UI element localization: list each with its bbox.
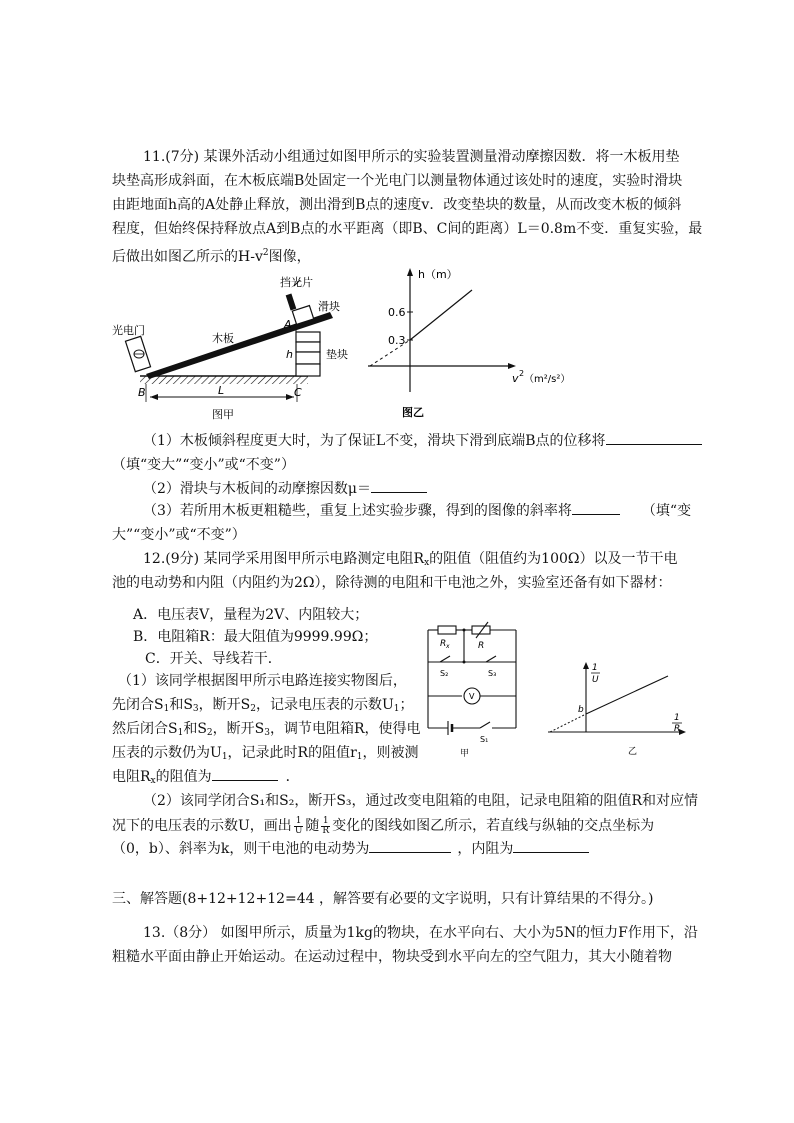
circuit-caption: 甲: [460, 749, 470, 759]
svg-text:x: x: [446, 643, 450, 650]
block-stack: [296, 332, 320, 342]
graph-x-num: 1: [674, 713, 680, 723]
q12-s1-line5: 电阻$R_x$的阻值为 ．: [112, 766, 300, 792]
answer-blank-12-1[interactable]: [212, 766, 278, 781]
circuit-label-s2: S₂: [440, 669, 449, 678]
section-3-heading: 三、解答题(8+12+12+12=44 ，解答要有必要的文字说明，只有计算结果的不得分。): [112, 891, 654, 907]
q12-s1-line1: （1）该同学根据图甲所示电路连接实物图后，: [118, 673, 407, 689]
label-C: C: [294, 386, 302, 399]
q11-sub1-line2: （填“变大”“变小”或“不变”）: [112, 457, 295, 473]
graph-y-num: 1: [592, 663, 598, 673]
circuit-label-s1: S₁: [480, 735, 489, 744]
fraction-1-over-r: $\frac{1}{R}$: [322, 815, 330, 836]
q11-line-4: 程度，但始终保持释放点A到B点的水平距离（即B、C间的距离）L＝0.8m不变．重复实验，最: [112, 221, 703, 237]
answer-blank-11-2[interactable]: [371, 478, 427, 493]
label-blocks: 垫块: [326, 348, 348, 361]
q12-s2-line1: （2）该同学闭合S₁和S₂，断开S₃，通过改变电阻箱的电阻，记录电阻箱的阻值R和对应情: [143, 793, 699, 809]
q11-sub3-line1: （3）若所用木板更粗糙些，重复上述实验步骤，得到的图像的斜率将 （填“变: [143, 500, 691, 522]
graph-y-label: h（m）: [418, 268, 458, 281]
graph-caption: 乙: [628, 747, 638, 757]
graph-b-label: b: [578, 705, 584, 715]
answer-blank-12-3[interactable]: [513, 838, 589, 853]
q12-item-c: C．开关、导线若干．: [145, 651, 282, 667]
switch-s1: [480, 722, 490, 728]
ground-hatch: [140, 376, 308, 384]
q12-s1-line2: 先闭合$S_1$和$S_3$，断开$S_2$，记录电压表的示数$U_1$；: [112, 697, 414, 714]
graph-tick-06-label: 0.6: [388, 306, 406, 319]
label-shading-plate: 挡光片: [280, 276, 313, 289]
answer-blank-11-3[interactable]: [572, 500, 620, 515]
q12-line-2: 池的电动势和内阻（内阻约为2Ω），除待测的电阻和干电池之外，实验室还备有如下器材：: [112, 575, 672, 591]
q11-sub1-line1: （1）木板倾斜程度更大时，为了保证L不变，滑块下滑到底端B点的位移将: [143, 430, 702, 452]
resistor-box-r: [472, 626, 490, 634]
graph-dashed-extension: [550, 714, 586, 732]
answer-blank-12-2[interactable]: [369, 838, 451, 853]
q12-s2-line3: （0，b）、斜率为k，则干电池的电动势为 ，内阻为: [112, 838, 589, 860]
caption-fig-a: 图甲: [212, 408, 234, 421]
label-h: h: [286, 348, 293, 361]
q12-item-a: A．电压表V，量程为2V、内阻较大；: [133, 607, 369, 623]
label-photogate: 光电门: [112, 324, 145, 337]
q13-line-1: 13.（8分） 如图甲所示，质量为1kg的物块，在水平向右、大小为5N的恒力F作用下，沿: [143, 925, 698, 941]
circuit-label-v: V: [469, 692, 475, 701]
answer-blank-11-1[interactable]: [606, 430, 702, 445]
label-slider: 滑块: [318, 300, 340, 313]
fraction-1-over-u: $\frac{1}{U}$: [294, 815, 303, 836]
figure-inverse-graph: [542, 660, 692, 758]
label-L: L: [218, 384, 225, 397]
q12-s1-line4: 压表的示数仍为$U_1$，记录此时R的阻值$r_1$，则被测: [112, 745, 419, 762]
q12-s2-line2: 况下的电压表的示数U，画出 $\frac{1}{U}$ 随 $\frac{1}{R}$ 变化的图线如图乙所示，若直线与纵轴的交点坐标为: [112, 815, 655, 836]
q12-item-b: B．电阻箱R：最大阻值为9999.99Ω；: [133, 629, 378, 645]
q11-line-1: 11.(7分) 某课外活动小组通过如图甲所示的实验装置测量滑动摩擦因数．将一木板用垫: [143, 149, 680, 165]
q11-line-2: 块垫高形成斜面，在木板底端B处固定一个光电门以测量物体通过该处时的速度，实验时滑块: [112, 173, 683, 189]
q11-sub2: （2）滑块与木板间的动摩擦因数μ＝: [143, 478, 427, 500]
label-B: B: [138, 386, 146, 399]
q11-line-3: 由距地面h高的A处静止释放，测出滑到B点的速度v．改变垫块的数量，从而改变木板的倾斜: [112, 197, 682, 213]
circuit-label-s3: S₃: [488, 669, 497, 678]
graph-x-label-v: v: [512, 372, 519, 385]
graph-x-den: R: [674, 724, 681, 734]
circuit-label-rx: R: [440, 639, 447, 649]
q11-line-5: 后做出如图乙所示的$H-v^2$图像，: [112, 248, 311, 265]
graph-x-label-unit: （m²/s²）: [524, 374, 571, 385]
figure-h-v2-graph: [362, 262, 584, 426]
label-board: 木板: [212, 332, 234, 345]
graph-tick-03-label: 0.3: [388, 334, 406, 347]
q12-s1-line3: 然后闭合$S_1$和$S_2$，断开$S_3$，调节电阻箱R，使得电: [112, 721, 421, 738]
caption-fig-b: 图乙: [402, 406, 424, 419]
circuit-label-r: R: [478, 641, 485, 651]
graph-y-den: U: [592, 675, 599, 685]
shading-plate: [286, 293, 297, 310]
q11-sub3-line2: 大”“变小”或“不变”）: [112, 527, 246, 543]
figure-circuit: [420, 620, 530, 760]
figure-incline-apparatus: [108, 272, 368, 424]
graph-x-label-sup: 2: [519, 369, 525, 378]
q13-line-2: 粗糙水平面由静止开始运动。在运动过程中，物块受到水平向左的空气阻力，其大小随着物: [112, 949, 672, 965]
q12-line-1: 12.(9分) 某同学采用图甲所示电路测定电阻$R_x$的阻值（阻值约为100Ω）以及一节干电: [143, 551, 678, 568]
data-line: [410, 290, 472, 340]
label-A: A: [284, 318, 292, 331]
resistor-rx: [438, 626, 456, 634]
